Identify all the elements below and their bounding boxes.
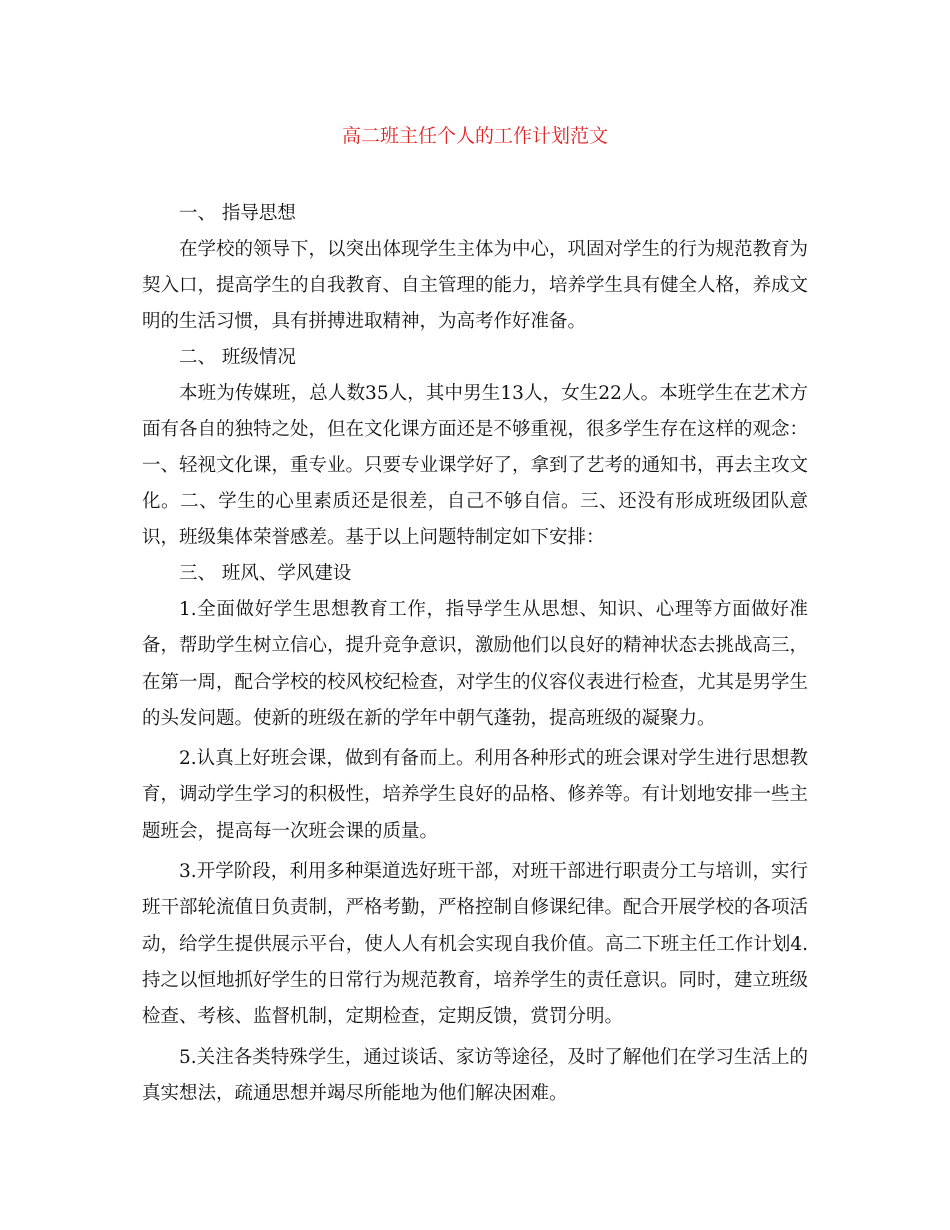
list-item: 3.开学阶段，利用多种渠道选好班干部，对班干部进行职责分工与培训，实行班干部轮流值日负责制，严格考勤，严格控制自修课纪律。配合开展学校的各项活动，给学生提供展示平台，使人人有机会实现自我价值。高二下班主任工作计划4.持之以恒地抓好学生的日常行为规范教育，培养学生的责任意识。同时，建立班级检查、考核、监督机制，定期检查，定期反馈，赏罚分明。 <box>142 861 809 1028</box>
document-title: 高二班主任个人的工作计划范文 <box>341 125 608 147</box>
section-heading-class-style: 三、 班风、学风建设 <box>179 563 352 584</box>
section-text-guiding-ideology: 在学校的领导下，以突出体现学生主体为中心，巩固对学生的行为规范教育为契入口，提高学生的自我教育、自主管理的能力，培养学生具有健全人格，养成文明的生活习惯，具有拼搏进取精神，为高考作好准备。 <box>142 239 809 332</box>
section-heading-class-situation: 二、 班级情况 <box>179 347 296 368</box>
document-body <box>142 196 808 1112</box>
section-text-class-situation: 本班为传媒班，总人数35人，其中男生13人，女生22人。本班学生在艺术方面有各自的独特之处，但在文化课方面还是不够重视，很多学生存在这样的观念：一、轻视文化课，重专业。只要专业课学好了，拿到了艺考的通知书，再去主攻文化。二、学生的心里素质还是很差，自己不够自信。三、还没有形成班级团队意识，班级集体荣誉感差。基于以上问题特制定如下安排： <box>142 383 809 548</box>
list-item: 1.全面做好学生思想教育工作，指导学生从思想、知识、心理等方面做好准备，帮助学生树立信心，提升竞争意识，激励他们以良好的精神状态去挑战高三，在第一周，配合学校的校风校纪检查，对学生的仪容仪表进行检查，尤其是男学生的头发问题。使新的班级在新的学年中朝气蓬勃，提高班级的凝聚力。 <box>142 599 809 729</box>
list-item: 5.关注各类特殊学生，通过谈话、家访等途径，及时了解他们在学习生活上的真实想法，疏通思想并竭尽所能地为他们解决困难。 <box>142 1046 808 1104</box>
section-heading-guiding-ideology: 一、 指导思想 <box>179 203 296 224</box>
list-item: 2.认真上好班会课，做到有备而上。利用各种形式的班会课对学生进行思想教育，调动学生学习的积极性，培养学生良好的品格、修养等。有计划地安排一些主题班会，提高每一次班会课的质量。 <box>142 748 809 842</box>
